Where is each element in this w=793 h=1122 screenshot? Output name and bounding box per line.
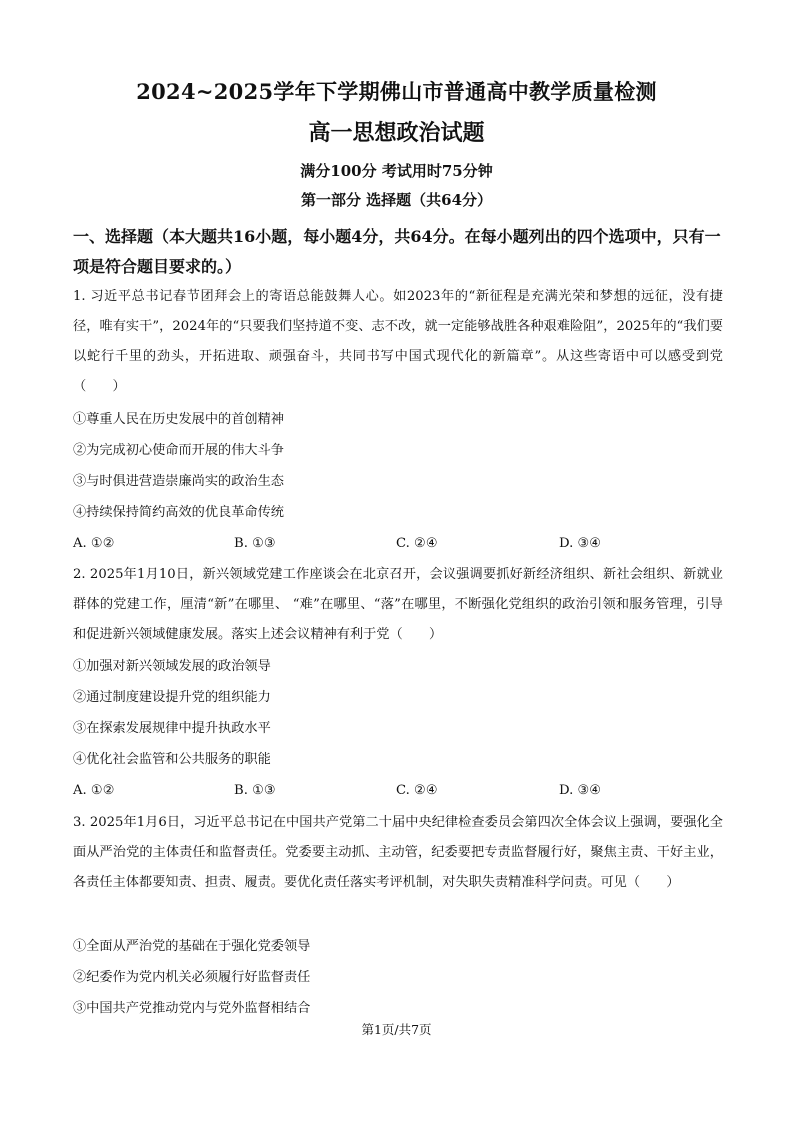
question-2-choice-a: A. ①② <box>73 783 115 798</box>
question-2-choice-d: D. ③④ <box>559 783 602 798</box>
question-2-stem: 2. 2025年1月10日，新兴领域党建工作座谈会在北京召开，会议强调要抓好新经济组织、新社会组织、新就业群体的党建工作，厘清“新”在哪里、 “难”在哪里、“落”在哪里，不断强化党组织的政治引领和服务管理，引导和促进新兴领域健康发展。落实上述会议精神有利于党（ ） <box>73 567 723 642</box>
question-1-item-3: ③与时俱进营造崇廉尚实的政治生态 <box>73 474 284 489</box>
question-1-stem: 1. 习近平总书记春节团拜会上的寄语总能鼓舞人心。如2023年的“新征程是充满光荣和梦想的远征，没有捷径，唯有实干”，2024年的“只要我们坚持道不变、志不改，就一定能够战胜各种艰难险阻”，2025年的“我们要以蛇行千里的劲头，开拓进取、顽强奋斗，共同书写中国式现代化的新篇章”。从这些寄语中可以感受到党（ ） <box>73 289 723 394</box>
question-1-choice-b: B. ①③ <box>234 536 276 551</box>
exam-title: 2024~2025学年下学期佛山市普通高中教学质量检测 <box>136 79 657 104</box>
page-number: 第1页/共7页 <box>361 1022 432 1037</box>
question-1-choice-d: D. ③④ <box>559 536 602 551</box>
question-2-item-4: ④优化社会监管和公共服务的职能 <box>73 752 271 767</box>
question-1-item-2: ②为完成初心使命而开展的伟大斗争 <box>73 443 284 458</box>
question-2-choices <box>73 776 723 806</box>
question-1-choices <box>73 529 723 559</box>
part-title: 第一部分 选择题（共64分） <box>300 191 493 209</box>
question-3-item-3: ③中国共产党推动党内与党外监督相结合 <box>73 1001 311 1016</box>
question-2-choice-b: B. ①③ <box>234 783 276 798</box>
question-3-item-2: ②纪委作为党内机关必须履行好监督责任 <box>73 970 311 985</box>
section-heading: 一、选择题（本大题共16小题，每小题4分，共64分。在每小题列出的四个选项中，只有一项是符合题目要求的。） <box>73 227 721 276</box>
exam-subject-title: 高一思想政治试题 <box>308 120 485 146</box>
question-2-item-1: ①加强对新兴领域发展的政治领导 <box>73 659 271 674</box>
question-1-item-4: ④持续保持简约高效的优良革命传统 <box>73 505 284 520</box>
question-1-item-1: ①尊重人民在历史发展中的首创精神 <box>73 412 284 427</box>
question-1-choice-c: C. ②④ <box>396 536 438 551</box>
question-3-item-1: ①全面从严治党的基础在于强化党委领导 <box>73 939 311 954</box>
question-3-stem: 3. 2025年1月6日，习近平总书记在中国共产党第二十届中央纪律检查委员会第四次全体会议上强调，要强化全面从严治党的主体责任和监督责任。党委要主动抓、主动管，纪委要把专责监督履行好，聚焦主责、干好主业，各责任主体都要知责、担责、履责。要优化责任落实考评机制，对失职失责精准科学问责。可见（ ） <box>73 815 723 890</box>
exam-meta: 满分100分 考试用时75分钟 <box>300 162 493 180</box>
question-2-item-2: ②通过制度建设提升党的组织能力 <box>73 690 271 705</box>
question-1-choice-a: A. ①② <box>73 536 115 551</box>
question-2-item-3: ③在探索发展规律中提升执政水平 <box>73 721 271 736</box>
question-2-choice-c: C. ②④ <box>396 783 438 798</box>
